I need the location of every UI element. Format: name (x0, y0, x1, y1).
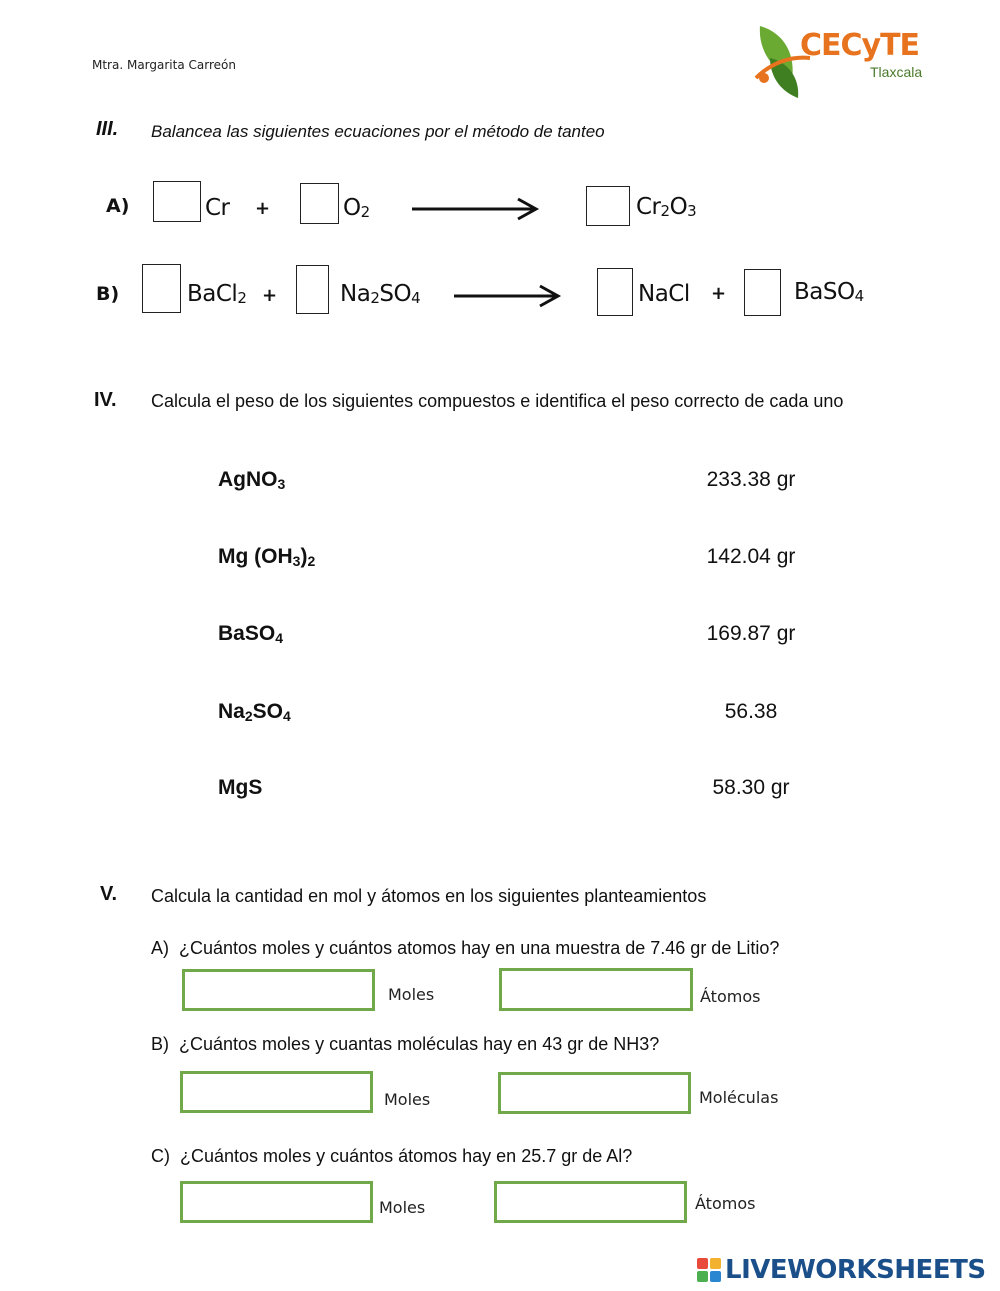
section-4-title: Calcula el peso de los siguientes compuestos e identifica el peso correcto de cada uno (151, 391, 844, 411)
equation-a-product-1: $Cr_2O_3$ (636, 194, 697, 220)
equation-a-coefficient-3[interactable] (586, 186, 630, 226)
section-3-number: III. (96, 118, 119, 140)
weight-option-1[interactable]: 233.38 gr (706, 468, 796, 491)
logo-text: CECyTE (800, 28, 920, 63)
equation-b-coefficient-3[interactable] (597, 268, 633, 316)
weight-option-3[interactable]: 169.87 gr (706, 622, 796, 645)
author-name: Mtra. Margarita Carreón (92, 58, 236, 72)
question-a-atoms-input[interactable] (499, 968, 693, 1011)
equation-b-letter: B) (96, 283, 120, 305)
section-5-number: V. (100, 883, 118, 905)
section-3-title: Balancea las siguientes ecuaciones por el método de tanteo (151, 122, 605, 141)
question-c-atoms-label: Átomos (695, 1194, 756, 1213)
equation-b-coefficient-1[interactable] (142, 264, 181, 313)
equation-a-reactant-1: Cr (205, 195, 230, 221)
question-a-atoms-label: Átomos (700, 987, 761, 1006)
equation-b-reactant-2: $Na_2SO_4$ (340, 281, 421, 307)
equation-a-arrow-icon (410, 196, 540, 222)
question-c: C) ¿Cuántos moles y cuántos átomos hay en 25.7 gr de Al? (151, 1146, 633, 1166)
equation-a-coefficient-2[interactable] (300, 183, 339, 224)
liveworksheets-brand: LIVEWORKSHEETS (725, 1255, 986, 1285)
equation-b-product-2: BaSO$_4$ (794, 279, 864, 305)
compound-2: Mg $(OH_3)_2$ (218, 545, 316, 569)
equation-a-reactant-2: $O_2$ (343, 195, 370, 221)
cecyte-logo (752, 22, 923, 102)
equation-b-product-1: NaCl (638, 281, 690, 307)
equation-b-plus-2: + (711, 283, 727, 304)
equation-b-plus-1: + (262, 285, 278, 306)
question-c-moles-label: Moles (379, 1198, 426, 1217)
question-b-moles-label: Moles (384, 1090, 431, 1109)
equation-b-coefficient-4[interactable] (744, 269, 781, 316)
liveworksheets-logo (697, 1255, 997, 1285)
question-c-moles-input[interactable] (180, 1181, 373, 1223)
question-b-molecules-input[interactable] (498, 1072, 691, 1114)
compound-3: BaSO$_4$ (218, 622, 283, 646)
question-b: B) ¿Cuántos moles y cuantas moléculas hay en 43 gr de NH3? (151, 1034, 660, 1054)
weight-option-4[interactable]: 56.38 (724, 700, 778, 723)
question-a-moles-input[interactable] (182, 969, 375, 1011)
compound-5: MgS (218, 776, 263, 799)
logo-subtitle: Tlaxcala (870, 64, 923, 80)
compound-4: $Na_2SO_4$ (218, 700, 291, 724)
equation-b-arrow-icon (452, 283, 562, 309)
question-b-moles-input[interactable] (180, 1071, 373, 1113)
question-a: A) ¿Cuántos moles y cuántos atomos hay en una muestra de 7.46 gr de Litio? (151, 938, 780, 958)
equation-a-coefficient-1[interactable] (153, 181, 201, 222)
question-b-molecules-label: Moléculas (699, 1088, 779, 1107)
weight-option-2[interactable]: 142.04 gr (706, 545, 796, 568)
section-5-title: Calcula la cantidad en mol y átomos en los siguientes planteamientos (151, 886, 707, 906)
liveworksheets-mark-icon (697, 1258, 721, 1282)
equation-b-coefficient-2[interactable] (296, 265, 329, 314)
weight-option-5[interactable]: 58.30 gr (712, 776, 790, 799)
question-c-atoms-input[interactable] (494, 1181, 687, 1223)
equation-a-plus: + (255, 198, 271, 219)
equation-b-reactant-1: BaCl$_2$ (187, 281, 247, 307)
question-a-moles-label: Moles (388, 985, 435, 1004)
equation-a-letter: A) (106, 195, 130, 217)
section-4-number: IV. (94, 389, 117, 411)
compound-1: AgNO$_3$ (218, 468, 286, 492)
